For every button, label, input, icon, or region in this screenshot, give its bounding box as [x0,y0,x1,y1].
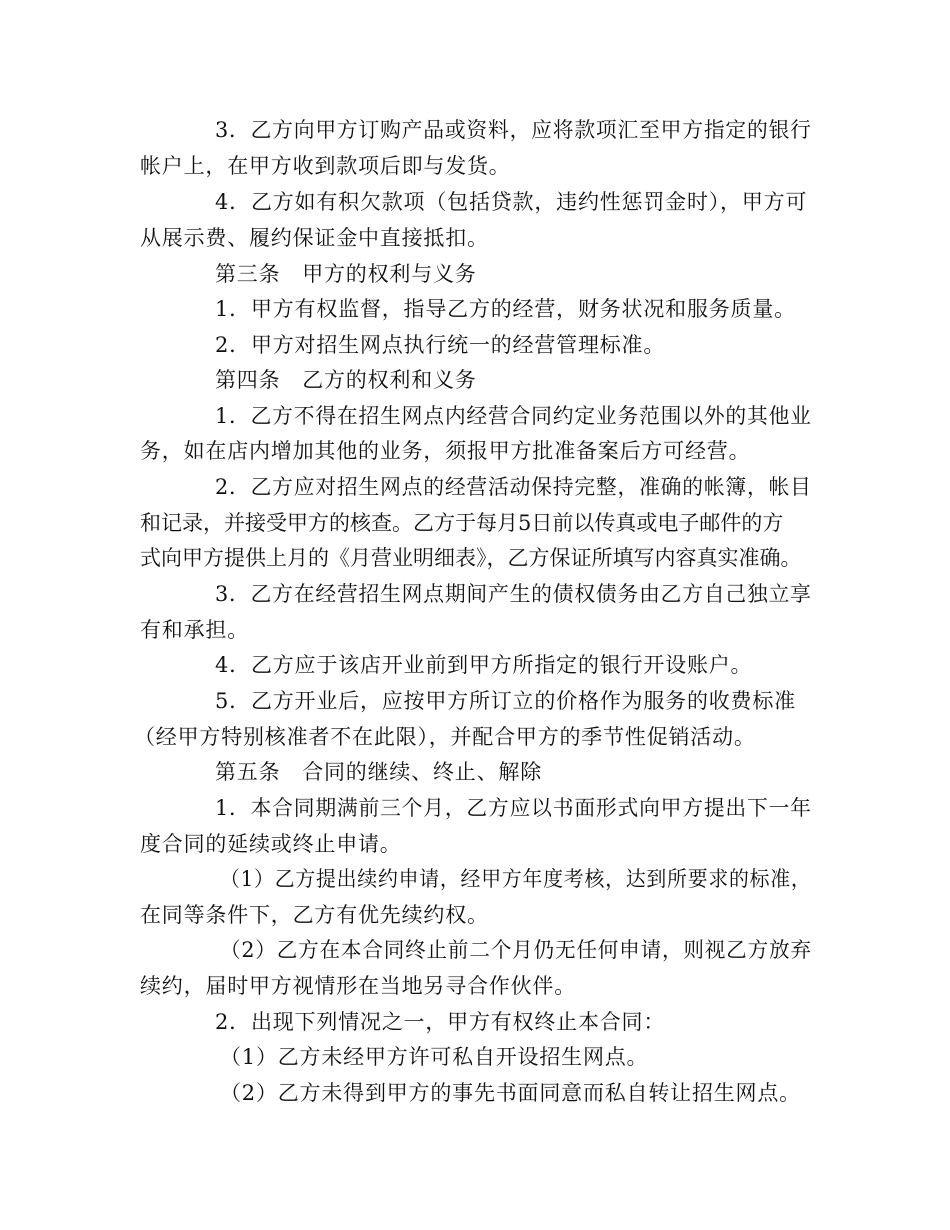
text-line: 度合同的延续或终止申请。 [140,832,402,856]
section-heading: 第三条 甲方的权利与义务 [215,262,477,286]
text-line: （1）乙方未经甲方许可私自开设招生网点。 [220,1045,649,1069]
text-line: 1．甲方有权监督，指导乙方的经营，财务状况和服务质量。 [215,297,796,321]
text-line: 4．乙方如有积欠款项（包括贷款，违约性惩罚金时），甲方可 [215,190,808,214]
text-line: 有和承担。 [140,618,249,642]
text-line: 式向甲方提供上月的《月营业明细表》，乙方保证所填写内容真实准确。 [140,546,802,570]
text-line: 2．乙方应对招生网点的经营活动保持完整，准确的帐簿，帐目 [215,475,812,499]
text-line: 1．本合同期满前三个月，乙方应以书面形式向甲方提出下一年 [215,796,812,820]
text-line: 2．出现下列情况之一，甲方有权终止本合同： [215,1010,666,1034]
text-line: 在同等条件下，乙方有优先续约权。 [140,903,489,927]
text-line: （2）乙方在本合同终止前二个月仍无任何申请，则视乙方放弃 [220,938,812,962]
text-line: 3．乙方向甲方订购产品或资料，应将款项汇至甲方指定的银行 [215,118,812,142]
text-line: 1．乙方不得在招生网点内经营合同约定业务范围以外的其他业 [215,404,812,428]
text-line: 续约，届时甲方视情形在当地另寻合作伙伴。 [140,974,576,998]
text-line: （2）乙方未得到甲方的事先书面同意而私自转让招生网点。 [220,1081,801,1105]
section-heading: 第四条 乙方的权利和义务 [215,368,477,392]
text-line: （经甲方特别核准者不在此限），并配合甲方的季节性促销活动。 [134,725,756,749]
section-heading: 第五条 合同的继续、终止、解除 [215,760,542,784]
text-line: 务，如在店内增加其他的业务，须报甲方批准备案后方可经营。 [140,439,751,463]
text-line: 和记录，并接受甲方的核查。乙方于每月5日前以传真或电子邮件的方 [140,511,784,535]
text-line: 4．乙方应于该店开业前到甲方所指定的银行开设账户。 [215,653,753,677]
text-line: 2．甲方对招生网点执行统一的经营管理标准。 [215,333,666,357]
text-line: 3．乙方在经营招生网点期间产生的债权债务由乙方自己独立享 [215,582,812,606]
text-line: 帐户上，在甲方收到款项后即与发货。 [140,154,511,178]
text-line: （1）乙方提出续约申请，经甲方年度考核，达到所要求的标准， [220,867,812,891]
text-line: 从展示费、履约保证金中直接抵扣。 [140,226,489,250]
text-line: 5．乙方开业后，应按甲方所订立的价格作为服务的收费标准 [215,689,796,713]
